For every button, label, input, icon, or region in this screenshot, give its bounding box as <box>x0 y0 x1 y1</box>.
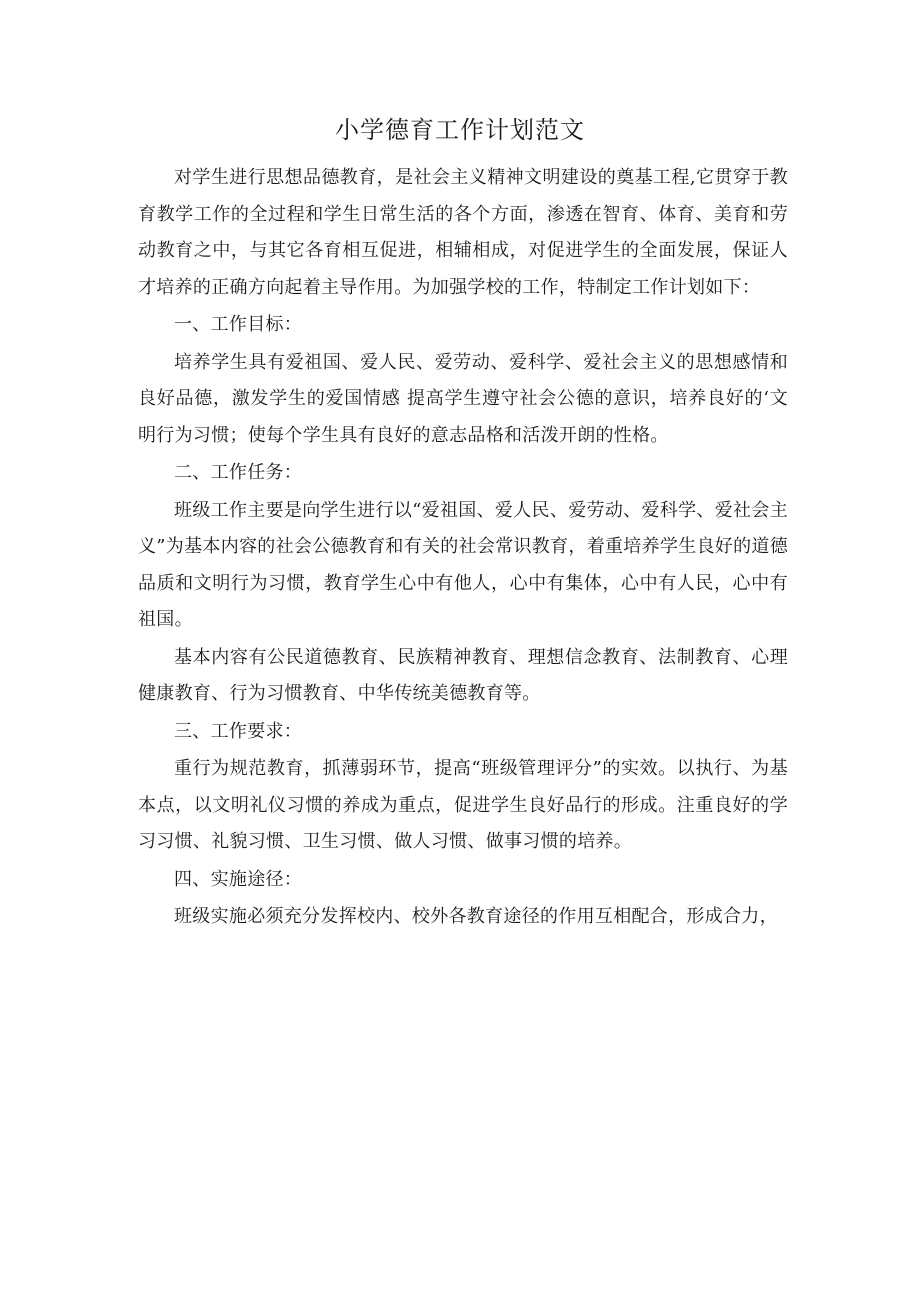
section-heading-approach: 四、实施途径： <box>174 868 303 890</box>
section-heading-goals: 一、工作目标： <box>174 314 303 335</box>
section-heading-tasks: 二、工作任务： <box>174 462 303 483</box>
document-body <box>138 160 788 937</box>
paragraph-tasks: 班级工作主要是向学生进行以“爱祖国、爱人民、爱劳动、爱科学、爱社会主义”为基本内容的社会公德教育和有关的社会常识教育，着重培养学生良好的道德品质和文明行为习惯，教育学生心中有他人，心中有集体，心中有人民，心中有祖国。 <box>138 499 788 630</box>
paragraph-goals: 培养学生具有爱祖国、爱人民、爱劳动、爱科学、爱社会主义的思想感情和良好品德，激发学生的爱国情感 提高学生遵守社会公德的意识，培养良好的‘文明行为习惯；使每个学生具有良好的意志品格和活泼开朗的性格。 <box>138 351 788 446</box>
paragraph-approach: 班级实施必须充分发挥校内、校外各教育途径的作用互相配合，形成合力， <box>174 906 778 927</box>
paragraph-basic-content: 基本内容有公民道德教育、民族精神教育、理想信念教育、法制教育、心理健康教育、行为习惯教育、中华传统美德教育等。 <box>138 646 788 704</box>
paragraph-intro: 对学生进行思想品德教育，是社会主义精神文明建设的奠基工程,它贯穿于教育教学工作的全过程和学生日常生活的各个方面，渗透在智育、体育、美育和劳动教育之中，与其它各育相互促进，相辅相成，对促进学生的全面发展，保证人才培养的正确方向起着主导作用。为加强学校的工作，特制定工作计划如下： <box>138 167 788 298</box>
paragraph-requirements: 重行为规范教育，抓薄弱环节，提高“班级管理评分”的实效。以执行、为基本点，以文明礼仪习惯的养成为重点，促进学生良好品行的形成。注重良好的学习习惯、礼貌习惯、卫生习惯、做人习惯、做事习惯的培养。 <box>138 758 788 852</box>
document-title: 小学德育工作计划范文 <box>335 116 585 144</box>
section-heading-requirements: 三、工作要求： <box>174 720 303 742</box>
